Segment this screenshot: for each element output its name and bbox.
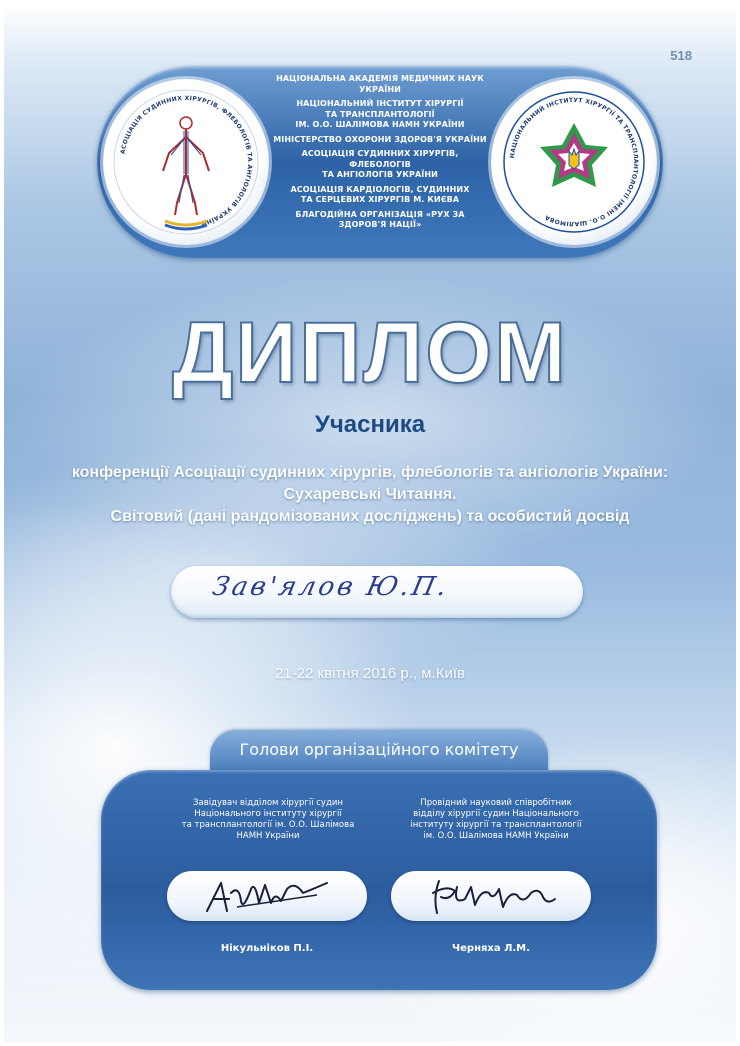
organization-item: БЛАГОДІЙНА ОРГАНІЗАЦІЯ «РУХ ЗА ЗДОРОВ'Я НАЦІЇ» [295, 209, 465, 229]
diploma-page [4, 4, 736, 1042]
signer-position: Завідувач відділом хірургії судин Національного інституту хірургії та трансплантології ім. О.О. Шалімова НАМН України [181, 798, 355, 841]
committee-title: Голови організаційного комітету [239, 740, 519, 759]
signature-field [167, 871, 367, 921]
recipient-name: Зав'ялов Ю.П. [209, 572, 453, 602]
committee-panel [101, 770, 657, 990]
organization-item: АСОЦІАЦІЯ КАРДІОЛОГІВ, СУДИННИХ ТА СЕРЦЕВИХ ХІРУРГІВ М. КИЄВА [290, 184, 470, 204]
institute-emblem-icon [491, 79, 657, 245]
conference-line: конференції Асоціації судинних хірургів, флебологів та ангіологів України: [71, 464, 669, 481]
organization-item: МІНІСТЕРСТВО ОХОРОНИ ЗДОРОВ'Я УКРАЇНИ [273, 134, 487, 144]
diploma-title: ДИПЛОМ [172, 305, 568, 401]
signature-field [391, 871, 591, 921]
event-date-place: 21-22 квітня 2016 р., м.Київ [275, 665, 465, 682]
header-banner [97, 66, 663, 258]
organizations-list [271, 74, 489, 235]
diploma-subtitle: Учасника [314, 411, 426, 438]
organization-item: АСОЦІАЦІЯ СУДИННИХ ХІРУРГІВ, ФЛЕБОЛОГІВ ТА АНГІОЛОГІВ УКРАЇНИ [301, 149, 459, 179]
conference-line: Сухаревські Читання. [283, 486, 457, 503]
vascular-association-logo [103, 79, 269, 245]
organization-item: НАЦІОНАЛЬНИЙ ІНСТИТУТ ХІРУРГІЇ ТА ТРАНСПЛАНТОЛОГІЇ ІМ. О.О. ШАЛІМОВА НАМН УКРАЇНИ [295, 99, 465, 129]
svg-text:АСОЦІАЦІЯ СУДИННИХ ХІРУРГІВ, Ф: АСОЦІАЦІЯ СУДИННИХ ХІРУРГІВ, ФЛЕБОЛОГІВ ТА АНГІОЛОГІВ УКРАЇНИ [119, 94, 254, 228]
signer-position: Провідний науковий співробітник відділу хірургії судин Національного інституту хірургії та трансплантології ім. О.О. Шалімова НАМН України [410, 798, 582, 841]
page-number: 518 [670, 48, 692, 63]
vascular-association-emblem-icon [103, 79, 269, 245]
handwritten-signature-icon [391, 871, 591, 921]
signer-name: Нікульніков П.І. [220, 943, 314, 954]
shalimov-institute-logo [491, 79, 657, 245]
svg-text:НАЦІОНАЛЬНИЙ ІНСТИТУТ ХІРУРГІЇ: НАЦІОНАЛЬНИЙ ІНСТИТУТ ХІРУРГІЇ ТА ТРАНСПЛАНТОЛОГІЇ ІМЕНІ О.О. ШАЛІМОВА [509, 96, 640, 228]
conference-description [24, 462, 716, 528]
signer-name: Черняха Л.М. [452, 943, 530, 954]
recipient-name-field [171, 566, 583, 618]
conference-line: Світовий (дані рандомізованих досліджень) та особистий досвід [110, 508, 630, 525]
handwritten-signature-icon [167, 871, 367, 921]
organization-item: НАЦІОНАЛЬНА АКАДЕМІЯ МЕДИЧНИХ НАУК УКРАЇНИ [276, 74, 484, 94]
